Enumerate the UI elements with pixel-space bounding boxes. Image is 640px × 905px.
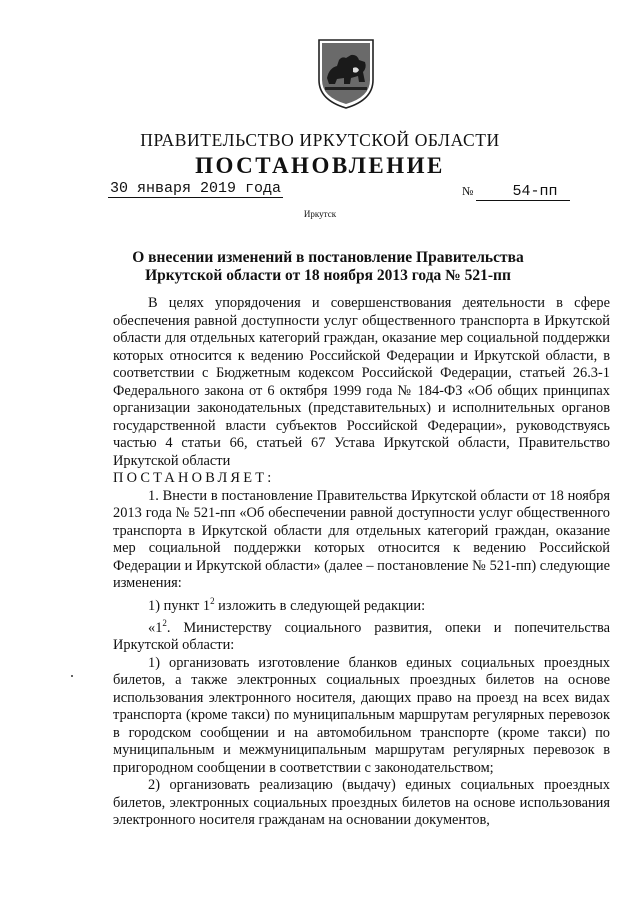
document-body xyxy=(113,295,610,830)
document-type-title: ПОСТАНОВЛЕНИЕ xyxy=(195,153,445,178)
postanovlyaet-label: ПОСТАНОВЛЯЕТ: xyxy=(113,470,275,486)
subitem-1-paragraph: 1) пункт $1^2$ изложить в следующей редакции: xyxy=(148,595,426,614)
city-name: Иркутск xyxy=(303,209,337,219)
number-label: № xyxy=(462,184,474,198)
government-name: ПРАВИТЕЛЬСТВО ИРКУТСКОЙ ОБЛАСТИ xyxy=(140,130,500,150)
date-value: 30 января 2019 года xyxy=(110,180,282,197)
document-number xyxy=(462,183,570,201)
item-1-paragraph: 1. Внести в постановление Правительства Иркутской области от 18 ноября 2013 года № 521-пп «Об обеспечении равной доступности услуг общественного транспорта в Иркутской области для отдельных категорий граждан, оказание мер социальной поддержки которых относится к ведению Российской Федерации и Иркутской области» (далее – постановление № 521-пп) следующие изменения: xyxy=(113,487,610,591)
scan-speck xyxy=(71,675,73,677)
preamble-paragraph: В целях упорядочения и совершенствования деятельности в сфере обеспечения равной доступности услуг общественного транспорта в Иркутской области для отдельных категорий граждан, оказание мер социальной поддержки которых относится к ведению Российской Федерации и Иркутской области, в соответствии с Бюджетным кодексом Российской Федерации, статьей 26.3-1 Федерального закона от 6 октября 1999 года № 184-ФЗ «Об общих принципах организации законодательных (представительных) и исполнительных органов государственной власти субъектов Российской Федерации», руководствуясь частью 4 статьи 66, статьей 67 Устава Иркутской области, Правительство Иркутской области xyxy=(113,295,610,469)
document-heading: О внесении изменений в постановление Правительства Иркутской области от 18 ноября 2013 года № 521-пп xyxy=(132,249,524,284)
number-value: 54-пп xyxy=(476,183,570,201)
clause-2-paragraph: 2) организовать реализацию (выдачу) единых социальных проездных билетов, электронных социальных проездных билетов на основе использования электронного носителя гражданам на основании документов, xyxy=(113,777,610,829)
clause-1-paragraph: 1) организовать изготовление бланков единых социальных проездных билетов, а также электронных социальных проездных билетов на основе использования электронного носителя, дающих право на проезд на всех видах транспорта (кроме такси) по муниципальным маршрутам регулярных перевозок в городском сообщении и на автомобильном транспорте (кроме такси) по муниципальным и межмуниципальным маршрутам регулярных перевозок в пригородном сообщении в соответствии с законодательством; xyxy=(113,654,610,776)
document-date xyxy=(108,180,283,197)
coat-of-arms-emblem xyxy=(315,38,377,110)
new-clause-paragraph: «$1^2$. Министерству социального развития, опеки и попечительства Иркутской области: xyxy=(113,617,610,654)
